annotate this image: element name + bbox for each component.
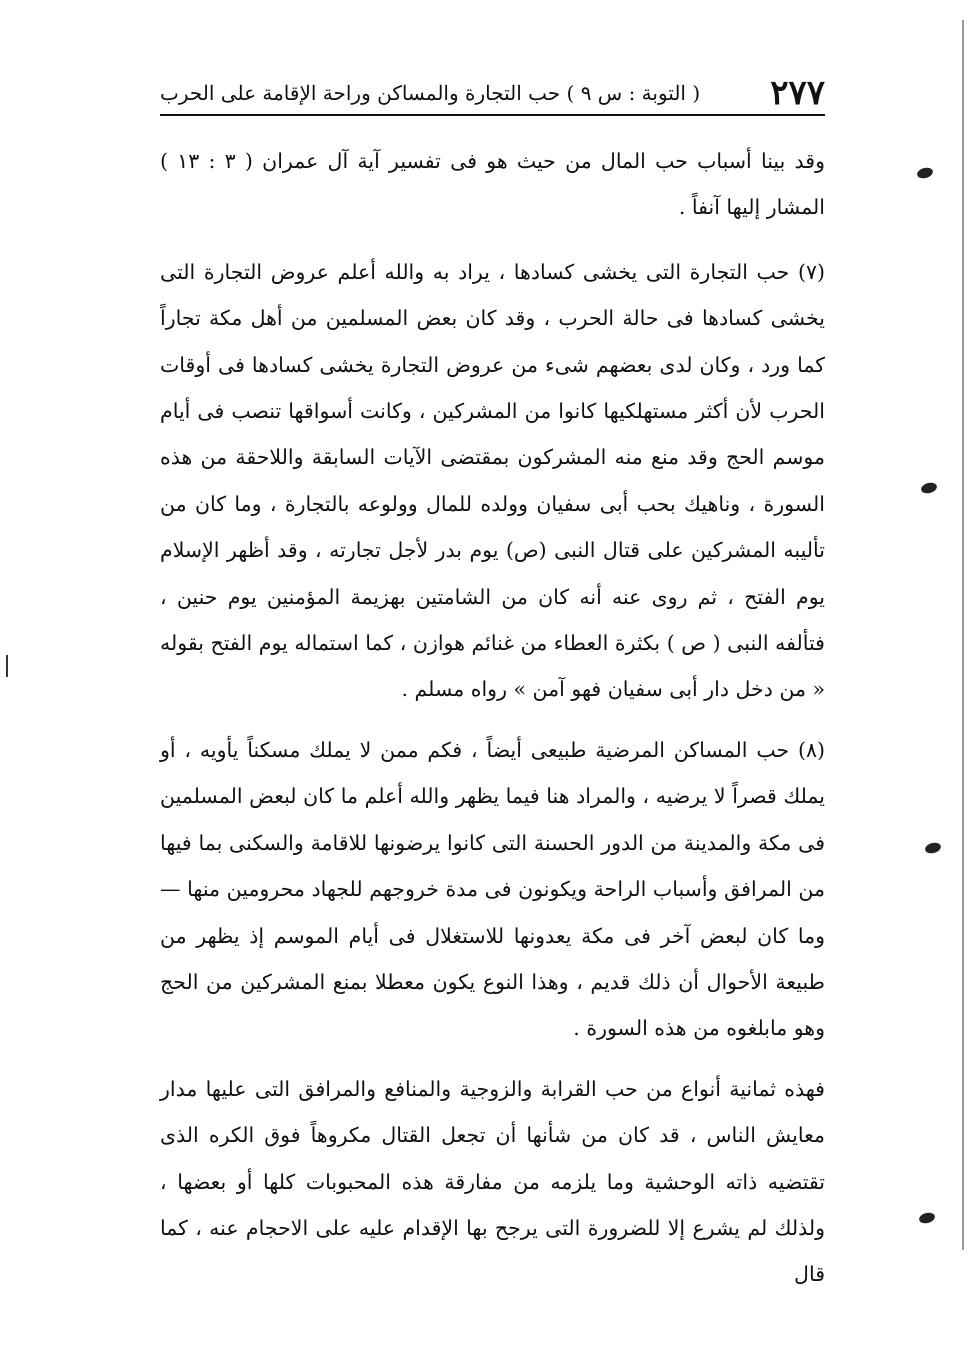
margin-ink-mark [918,1211,936,1225]
scan-edge-line [962,20,964,1250]
page-body [160,138,825,1298]
paragraph-dwellings: (٨) حب المساكن المرضية طبيعى أيضاً ، فكم ممن لا يملك مسكناً يأويه ، أو يملك قصراً لا يرضيه ، والمراد هنا فيما يظهر والله أعلم ما كان لبعض المسلمين فى مكة والمدينة من الدور الحسنة التى كانوا يرضونها للاقامة والسكنى بما فيها من المرافق وأسباب الراحة ويكونون فى مدة خروجهم للجهاد محرومين منها — وما كان لبعض آخر فى مكة يعدونها للاستغلال فى أيام الموسم إذ يظهر من طبيعة الأحوال أن ذلك قديم ، وهذا النوع يكون معطلا بمنع المشركين من الحج وهو مابلغوه من هذه السورة . [160,737,825,1041]
margin-ink-mark [920,481,938,495]
margin-ink-mark [924,841,942,855]
scan-edge-mark [6,655,8,677]
running-title: ( التوبة : س ٩ ) حب التجارة والمساكن وراحة الإقامة على الحرب [160,81,701,105]
margin-ink-mark [916,166,934,180]
paragraph-intro: وقد بينا أسباب حب المال من حيث هو فى تفسير آية آل عمران ( ٣ : ١٣ ) المشار إليها آنفاً . [160,149,825,220]
running-header [160,72,825,116]
paragraph-conclusion: فهذه ثمانية أنواع من حب القرابة والزوجية والمنافع والمرافق التى عليها مدار معايش الناس ، قد كان من شأنها أن تجعل القتال مكروهاً فوق الكره الذى تقتضيه ذاته الوحشية وما يلزمه من مفارقة هذه المحبوبات كلها أو بعضها ، ولذلك لم يشرع إلا للضرورة التى يرجح بها الإقدام عليه على الاحجام عنه ، كما قال [160,1076,825,1287]
page-number: ٢٧٧ [770,73,825,113]
paragraph-trade: (٧) حب التجارة التى يخشى كسادها ، يراد به والله أعلم عروض التجارة التى يخشى كسادها فى حالة الحرب ، وقد كان بعض المسلمين من أهل مكة تجاراً كما ورد ، وكان لدى بعضهم شىء من عروض التجارة يخشى كسادها فى أوقات الحرب لأن أكثر مستهلكيها كانوا من المشركين ، وكانت أسواقها تنصب فى أيام موسم الحج وقد منع منه المشركون بمقتضى الآيات السابقة واللاحقة من هذه السورة ، وناهيك بحب أبى سفيان وولده للمال وولوعه بالتجارة ، وما كان من تأليبه المشركين على قتال النبى (ص) يوم بدر لأجل تجارته ، وقد أظهر الإسلام يوم الفتح ، ثم روى عنه أنه كان من الشامتين بهزيمة المؤمنين يوم حنين ، فتألفه النبى ( ص ) بكثرة العطاء من غنائم هوازن ، كما استماله يوم الفتح بقوله « من دخل دار أبى سفيان فهو آمن » رواه مسلم . [160,259,825,702]
